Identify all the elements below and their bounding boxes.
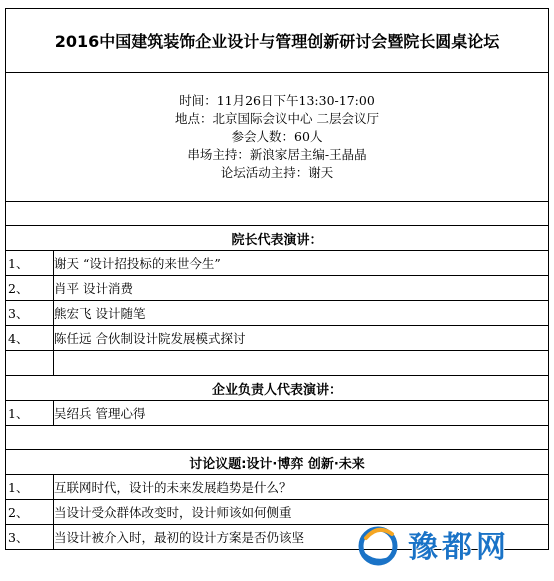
event-forum-host: 论坛活动主持：谢天 xyxy=(220,165,334,180)
event-attendees: 参会人数：60人 xyxy=(231,129,323,144)
blank-cell xyxy=(6,426,549,450)
item-text: 互联网时代，设计的未来发展趋势是什么？ xyxy=(54,475,549,500)
item-number: 1、 xyxy=(6,251,54,276)
table-row xyxy=(6,301,549,326)
item-number: 2、 xyxy=(6,276,54,301)
blank-row xyxy=(6,426,549,450)
item-text: 肖平 设计消费 xyxy=(54,276,549,301)
section-heading: 讨论议题:设计·博弈 创新·未来 xyxy=(6,450,549,475)
watermark-text: 豫都网 xyxy=(408,530,510,565)
table-row xyxy=(6,251,549,276)
item-text: 当设计受众群体改变时，设计师该如何侧重 xyxy=(54,500,549,525)
item-text: 吴绍兵 管理心得 xyxy=(54,401,549,426)
blank-row xyxy=(6,202,549,226)
item-text: 谢天 “设计招投标的来世今生” xyxy=(54,251,549,276)
table-row xyxy=(6,401,549,426)
item-number: 3、 xyxy=(6,525,54,550)
section-heading: 企业负责人代表演讲： xyxy=(6,376,549,401)
event-time: 时间：11月26日下午13:30-17:00 xyxy=(179,93,375,108)
empty-cell xyxy=(54,351,549,376)
table-row xyxy=(6,475,549,500)
item-number: 4、 xyxy=(6,326,54,351)
section-heading-enterprise xyxy=(6,376,549,401)
item-number: 2、 xyxy=(6,500,54,525)
info-row xyxy=(6,73,549,202)
item-text: 陈任远 合伙制设计院发展模式探讨 xyxy=(54,326,549,351)
item-number: 3、 xyxy=(6,301,54,326)
table-row xyxy=(6,326,549,351)
item-number: 1、 xyxy=(6,401,54,426)
section-heading-discussion xyxy=(6,450,549,475)
event-host: 串场主持：新浪家居主编-王晶晶 xyxy=(187,147,367,162)
watermark xyxy=(352,513,552,575)
item-text: 熊宏飞 设计随笔 xyxy=(54,301,549,326)
item-number: 1、 xyxy=(6,475,54,500)
item-text: 当设计被介入时，最初的设计方案是否仍该坚 xyxy=(54,525,549,550)
title-row xyxy=(6,9,549,73)
table-row xyxy=(6,276,549,301)
section-heading-dean xyxy=(6,226,549,251)
site-logo-icon xyxy=(352,518,404,570)
forum-schedule-table xyxy=(5,8,549,550)
empty-cell xyxy=(6,351,54,376)
event-place: 地点：北京国际会议中心 二层会议厅 xyxy=(175,111,379,126)
event-info xyxy=(6,73,549,202)
empty-row xyxy=(6,351,549,376)
page-title: 2016中国建筑装饰企业设计与管理创新研讨会暨院长圆桌论坛 xyxy=(6,9,549,73)
section-heading: 院长代表演讲： xyxy=(6,226,549,251)
blank-cell xyxy=(6,202,549,226)
